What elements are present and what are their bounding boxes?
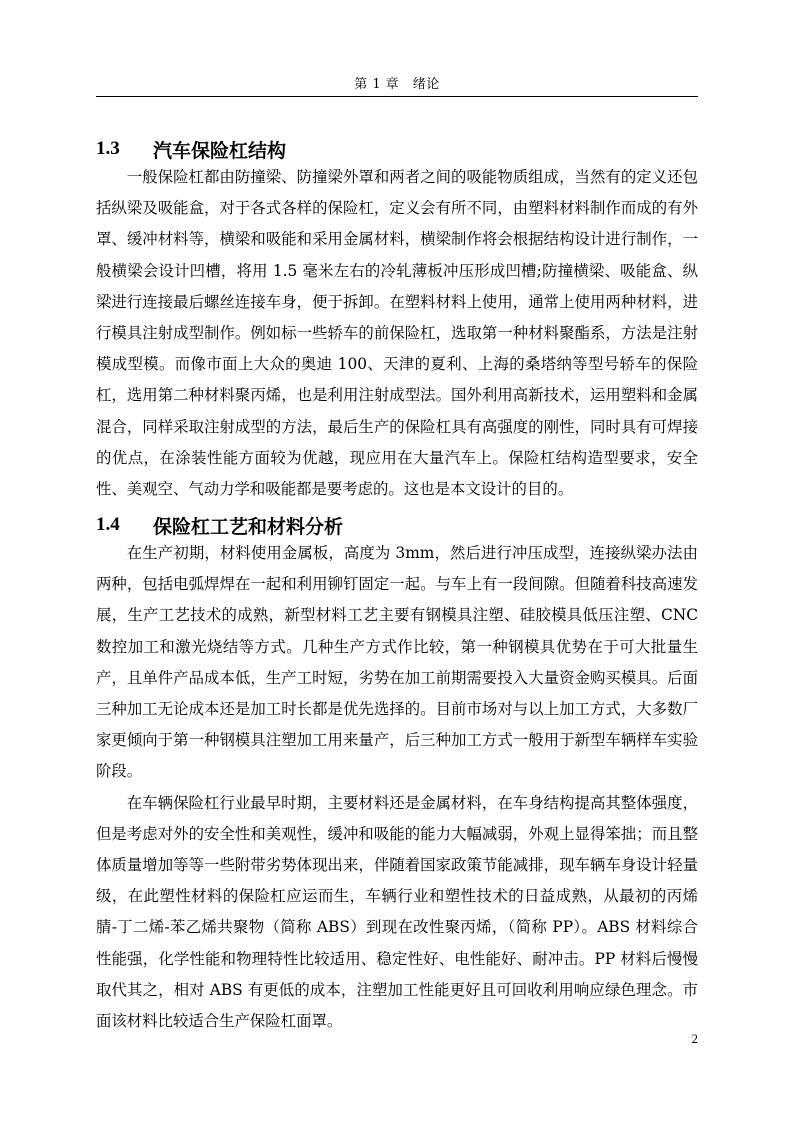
header-rule xyxy=(96,96,698,97)
section-heading xyxy=(96,512,698,538)
running-header: 第 1 章 绪论 xyxy=(354,77,440,92)
body-paragraph: 一般保险杠都由防撞梁、防撞梁外罩和两者之间的吸能物质组成，当然有的定义还包括纵梁及吸能盒，对于各式各样的保险杠，定义会有所不同，由塑料材料制作而成的有外罩、缓冲材料等，横梁和吸能和采用金属材料，横梁制作将会根据结构设计进行制作，一般横梁会设计凹槽，将用 1.5 毫米左右的冷轧薄板冲压形成凹槽;防撞横梁、吸能盒、纵梁进行连接最后螺丝连接车身，便于拆卸。在塑料材料上使用，通常上使用两种材料，进行模具注射成型制作。例如标一些轿车的前保险杠，选取第一种材料聚酯系，方法是注射模成型模。而像市面上大众的奥迪 100、天津的夏利、上海的桑塔纳等型号轿车的保险杠，选用第二种材料聚丙烯，也是利用注射成型法。国外利用高新技术，运用塑料和金属混合，同样采取注射成型的方法，最后生产的保险杠具有高强度的刚性，同时具有可焊接的优点，在涂装性能方面较为优越，现应用在大量汽车上。保险杠结构造型要求，安全性、美观空、气动力学和吸能都是要考虑的。这也是本文设计的目的。 xyxy=(96,168,698,499)
section-title: 保险杠工艺和材料分析 xyxy=(153,515,344,538)
page-number: 2 xyxy=(691,1031,698,1046)
body-paragraph: 在车辆保险杠行业最早时期，主要材料还是金属材料，在车身结构提高其整体强度，但是考虑对外的安全性和美观性，缓冲和吸能的能力大幅减弱，外观上显得笨拙；而且整体质量增加等等一些附带劣势体现出来，伴随着国家政策节能减排，现车辆车身设计轻量级，在此塑性材料的保险杠应运而生，车辆行业和塑性技术的日益成熟，从最初的丙烯腈-丁二烯-苯乙烯共聚物（简称 ABS）到现在改性聚丙烯，（简称 PP）。ABS 材料综合性能强，化学性能和物理特性比较适用、稳定性好、电性能好、耐冲击。PP 材料后慢慢取代其之，相对 ABS 有更低的成本，注塑加工性能更好且可回收利用响应绿色理念。市面该材料比较适合生产保险杠面罩。 xyxy=(96,793,698,1031)
section-heading xyxy=(96,136,698,162)
section-1-3 xyxy=(96,136,698,505)
body-paragraph: 在生产初期，材料使用金属板，高度为 3mm，然后进行冲压成型，连接纵梁办法由两种，包括电弧焊焊在一起和利用铆钉固定一起。与车上有一段间隙。但随着科技高速发展，生产工艺技术的成熟，新型材料工艺主要有钢模具注塑、硅胶模具低压注塑、CNC 数控加工和激光烧结等方式。几种生产方式作比较，第一种钢模具优势在于可大批量生产，且单件产品成本低，生产工时短，劣势在加工前期需要投入大量资金购买模具。后面三种加工无论成本还是加工时长都是优先选择的。目前市场对与以上加工方式，大多数厂家更倾向于第一种钢模具注塑加工用来量产，后三种加工方式一般用于新型车辆样车实验阶段。 xyxy=(96,544,698,781)
section-number: 1.4 xyxy=(96,514,120,535)
section-number: 1.3 xyxy=(96,138,120,159)
section-title: 汽车保险杠结构 xyxy=(153,139,287,162)
section-1-4 xyxy=(96,512,698,1037)
